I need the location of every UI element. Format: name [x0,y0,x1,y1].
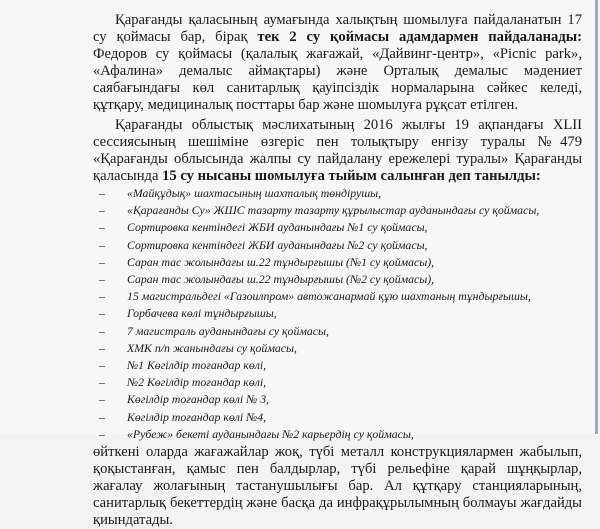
paragraph-1-bold: тек 2 су қоймасы адамдармен пайдаланады: [257,29,582,46]
list-item [99,237,582,254]
list-item [99,374,582,391]
list-dash: – [99,271,105,286]
paragraph-1-end: Федоров су қоймасы (қалалық жағажай, «Дайвинг-центр», «Picnic park», «Афалина» демалыс аймақтары) және Орталық демалыс мәдениет саябағындағы көл санитарлық қауіпсіздік нормаларына сәйкес келеді, құтқару, медициналық посттары бар және шомылуға рұқсат етілген. [93,46,582,114]
banned-water-bodies-list [93,185,582,443]
list-dash: – [99,306,105,321]
list-item [99,288,582,305]
list-item [99,305,582,322]
list-item-text: ХМК п/п жанындағы су қоймасы, [127,340,297,355]
list-dash: – [99,340,105,355]
list-item-text: «Рубеж» бекеті ауданындағы №2 карьердің су қоймасы, [127,426,414,441]
paragraph-1 [93,12,582,115]
list-item [99,323,582,340]
list-item-text: Сортировка кентіндегі ЖБИ ауданындағы №1 су қоймасы, [127,220,428,235]
list-item [99,409,582,426]
list-item [99,357,582,374]
list-dash: – [99,426,105,441]
closing-paragraph: өйткені оларда жағажайлар жоқ, түбі металл конструкциялармен жабылып, қоқыстанған, қамыс пен балдырлар, түбі рельефіне қарай шұңқырлар, жағалау жолағының тастанушылығы бар. Ал құтқару станцияларының, санитарлық бекеттердің және басқа да инфрақұрылымның болмауы жағдайды қиындатады. [93,443,582,529]
list-dash: – [99,392,105,407]
list-item [99,340,582,357]
list-dash: – [99,254,105,269]
list-item-text: №1 Көгілдір тоғандар көлі, [127,357,267,372]
list-item-text: 15 магистральдегі «Газоилпром» автожанармай құю шахтаның тұндырғышы, [127,289,531,304]
list-item-text: Саран тас жолындағы ш.22 тұндырғышы (№2 су қоймасы), [127,271,435,286]
list-item-text: Горбачева көлі тұндырғышы, [127,306,277,321]
list-item-text: №2 Көгілдір тоғандар көлі, [127,375,267,390]
list-dash: – [99,375,105,390]
list-item-text: «Қарағанды Су» ЖШС тазарту тазарту құрылыстар ауданындағы су қоймасы, [127,203,540,218]
list-dash: – [99,237,105,252]
list-item [99,271,582,288]
list-item [99,219,582,236]
list-dash: – [99,357,105,372]
list-item-text: Саран тас жолындағы ш.22 тұндырғышы (№1 су қоймасы), [127,254,435,269]
list-item [99,391,582,408]
list-item-text: 7 магистраль ауданындағы су қоймасы, [127,323,329,338]
paragraph-2-bold: 15 су нысаны шомылуға тыйым салынған деп танылды: [162,167,541,184]
list-item [99,426,582,443]
list-item [99,202,582,219]
paragraph-2-start: Қарағанды облыстық мәслихатының 2016 жылғы 19 ақпандағы XLII сессиясының шешіміне өзгеріс пен толықтыру енгізу туралы №479 «Қарағанды облысында жалпы су пайдалану ережелері туралы» Қарағанды қаласында [93,116,582,184]
list-dash: – [99,323,105,338]
paragraph-1-start: Қарағанды қаласының аумағында халықтың шомылуға пайдаланатын 17 су қоймасы бар, бірақ [93,12,582,46]
list-dash: – [99,220,105,235]
list-item-text: Көгілдір тоғандар көлі №4, [127,409,267,424]
list-dash: – [99,409,105,424]
list-dash: – [99,203,105,218]
list-dash: – [99,289,105,304]
list-dash: – [99,185,105,200]
list-item [99,185,582,202]
list-item-text: Сортировка кентіндегі ЖБИ ауданындағы №2 су қоймасы, [127,237,428,252]
scrollbar[interactable] [595,0,598,434]
list-item [99,254,582,271]
list-item-text: «Майқұдық» шахтасының шахталық төндірушы, [127,185,382,200]
list-item-text: Көгілдір тоғандар көлі № 3, [127,392,270,407]
paragraph-2 [93,117,582,185]
